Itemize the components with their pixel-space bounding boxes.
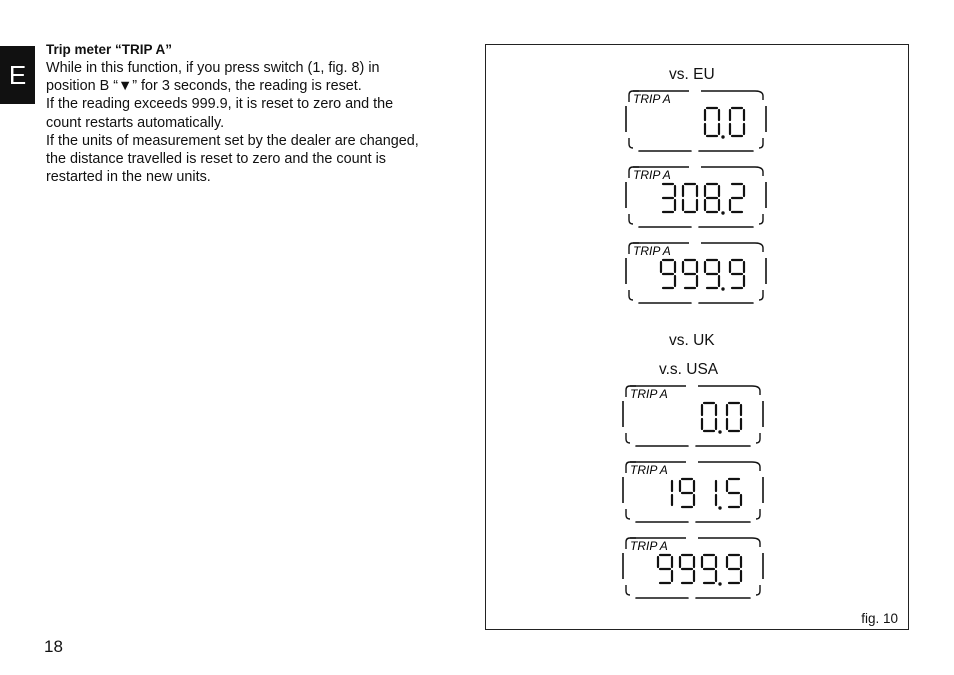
lcd-frame-bottom-right-corner — [756, 433, 760, 443]
lcd-display — [623, 164, 771, 230]
lcd-display — [620, 459, 768, 525]
lcd-frame-bottom-right-corner — [756, 509, 760, 519]
body-line-5: If the units of measurement set by the dealer are changed, — [46, 132, 419, 149]
lcd-display — [620, 383, 768, 449]
lcd-frame-bottom-right-corner — [759, 290, 763, 300]
lcd-display — [623, 240, 771, 306]
lcd-label: TRIP A — [630, 539, 668, 553]
lcd-label: TRIP A — [630, 463, 668, 477]
lcd-frame-bottom-right-corner — [759, 138, 763, 148]
lcd-frame-bottom-right-corner — [756, 585, 760, 595]
body-line-6: the distance travelled is reset to zero and the count is — [46, 151, 386, 168]
lcd-frame-bottom-left-corner — [629, 290, 633, 300]
body-line-1: While in this function, if you press switch (1, fig. 8) in — [46, 60, 380, 76]
lcd-frame-bottom-left-corner — [626, 433, 630, 443]
unit-label-uk: vs. UK — [669, 332, 715, 349]
lcd-label: TRIP A — [630, 387, 668, 401]
lcd-label: TRIP A — [633, 168, 671, 182]
lcd-decimal-point — [721, 135, 724, 138]
lcd-label: TRIP A — [633, 92, 671, 106]
lcd-frame-bottom-left-corner — [629, 214, 633, 224]
unit-label-eu: vs. EU — [669, 66, 715, 83]
lcd-decimal-point — [718, 506, 721, 509]
language-tab — [0, 46, 35, 104]
body-line-7: restarted in the new units. — [46, 169, 211, 186]
lcd-frame-top-right — [698, 462, 760, 471]
body-line-4: count restarts automatically. — [46, 114, 225, 131]
lcd-frame-top-right — [701, 167, 763, 176]
body-line-2: position B “▼” for 3 seconds, the reading is reset. — [46, 78, 362, 95]
lcd-frame-bottom-left-corner — [626, 585, 630, 595]
lcd-frame-top-right — [698, 386, 760, 395]
lcd-decimal-point — [718, 430, 721, 433]
language-tab-letter: E — [8, 60, 27, 90]
lcd-frame-bottom-right-corner — [759, 214, 763, 224]
trip-meter-section — [46, 41, 471, 186]
lcd-frame-top-right — [701, 91, 763, 100]
lcd-frame-bottom-left-corner — [629, 138, 633, 148]
unit-label-usa: v.s. USA — [659, 361, 719, 378]
lcd-display — [623, 88, 771, 154]
lcd-decimal-point — [721, 211, 724, 214]
figure-label: fig. 10 — [861, 611, 898, 626]
lcd-frame-bottom-left-corner — [626, 509, 630, 519]
lcd-decimal-point — [718, 582, 721, 585]
lcd-frame-top-right — [698, 538, 760, 547]
lcd-label: TRIP A — [633, 244, 671, 258]
figure-frame — [485, 44, 909, 630]
page-number: 18 — [44, 637, 63, 656]
section-heading: Trip meter “TRIP A” — [46, 42, 173, 57]
lcd-display — [620, 535, 768, 601]
lcd-decimal-point — [721, 287, 724, 290]
lcd-frame-top-right — [701, 243, 763, 252]
body-line-3: If the reading exceeds 999.9, it is reset to zero and the — [46, 96, 394, 113]
